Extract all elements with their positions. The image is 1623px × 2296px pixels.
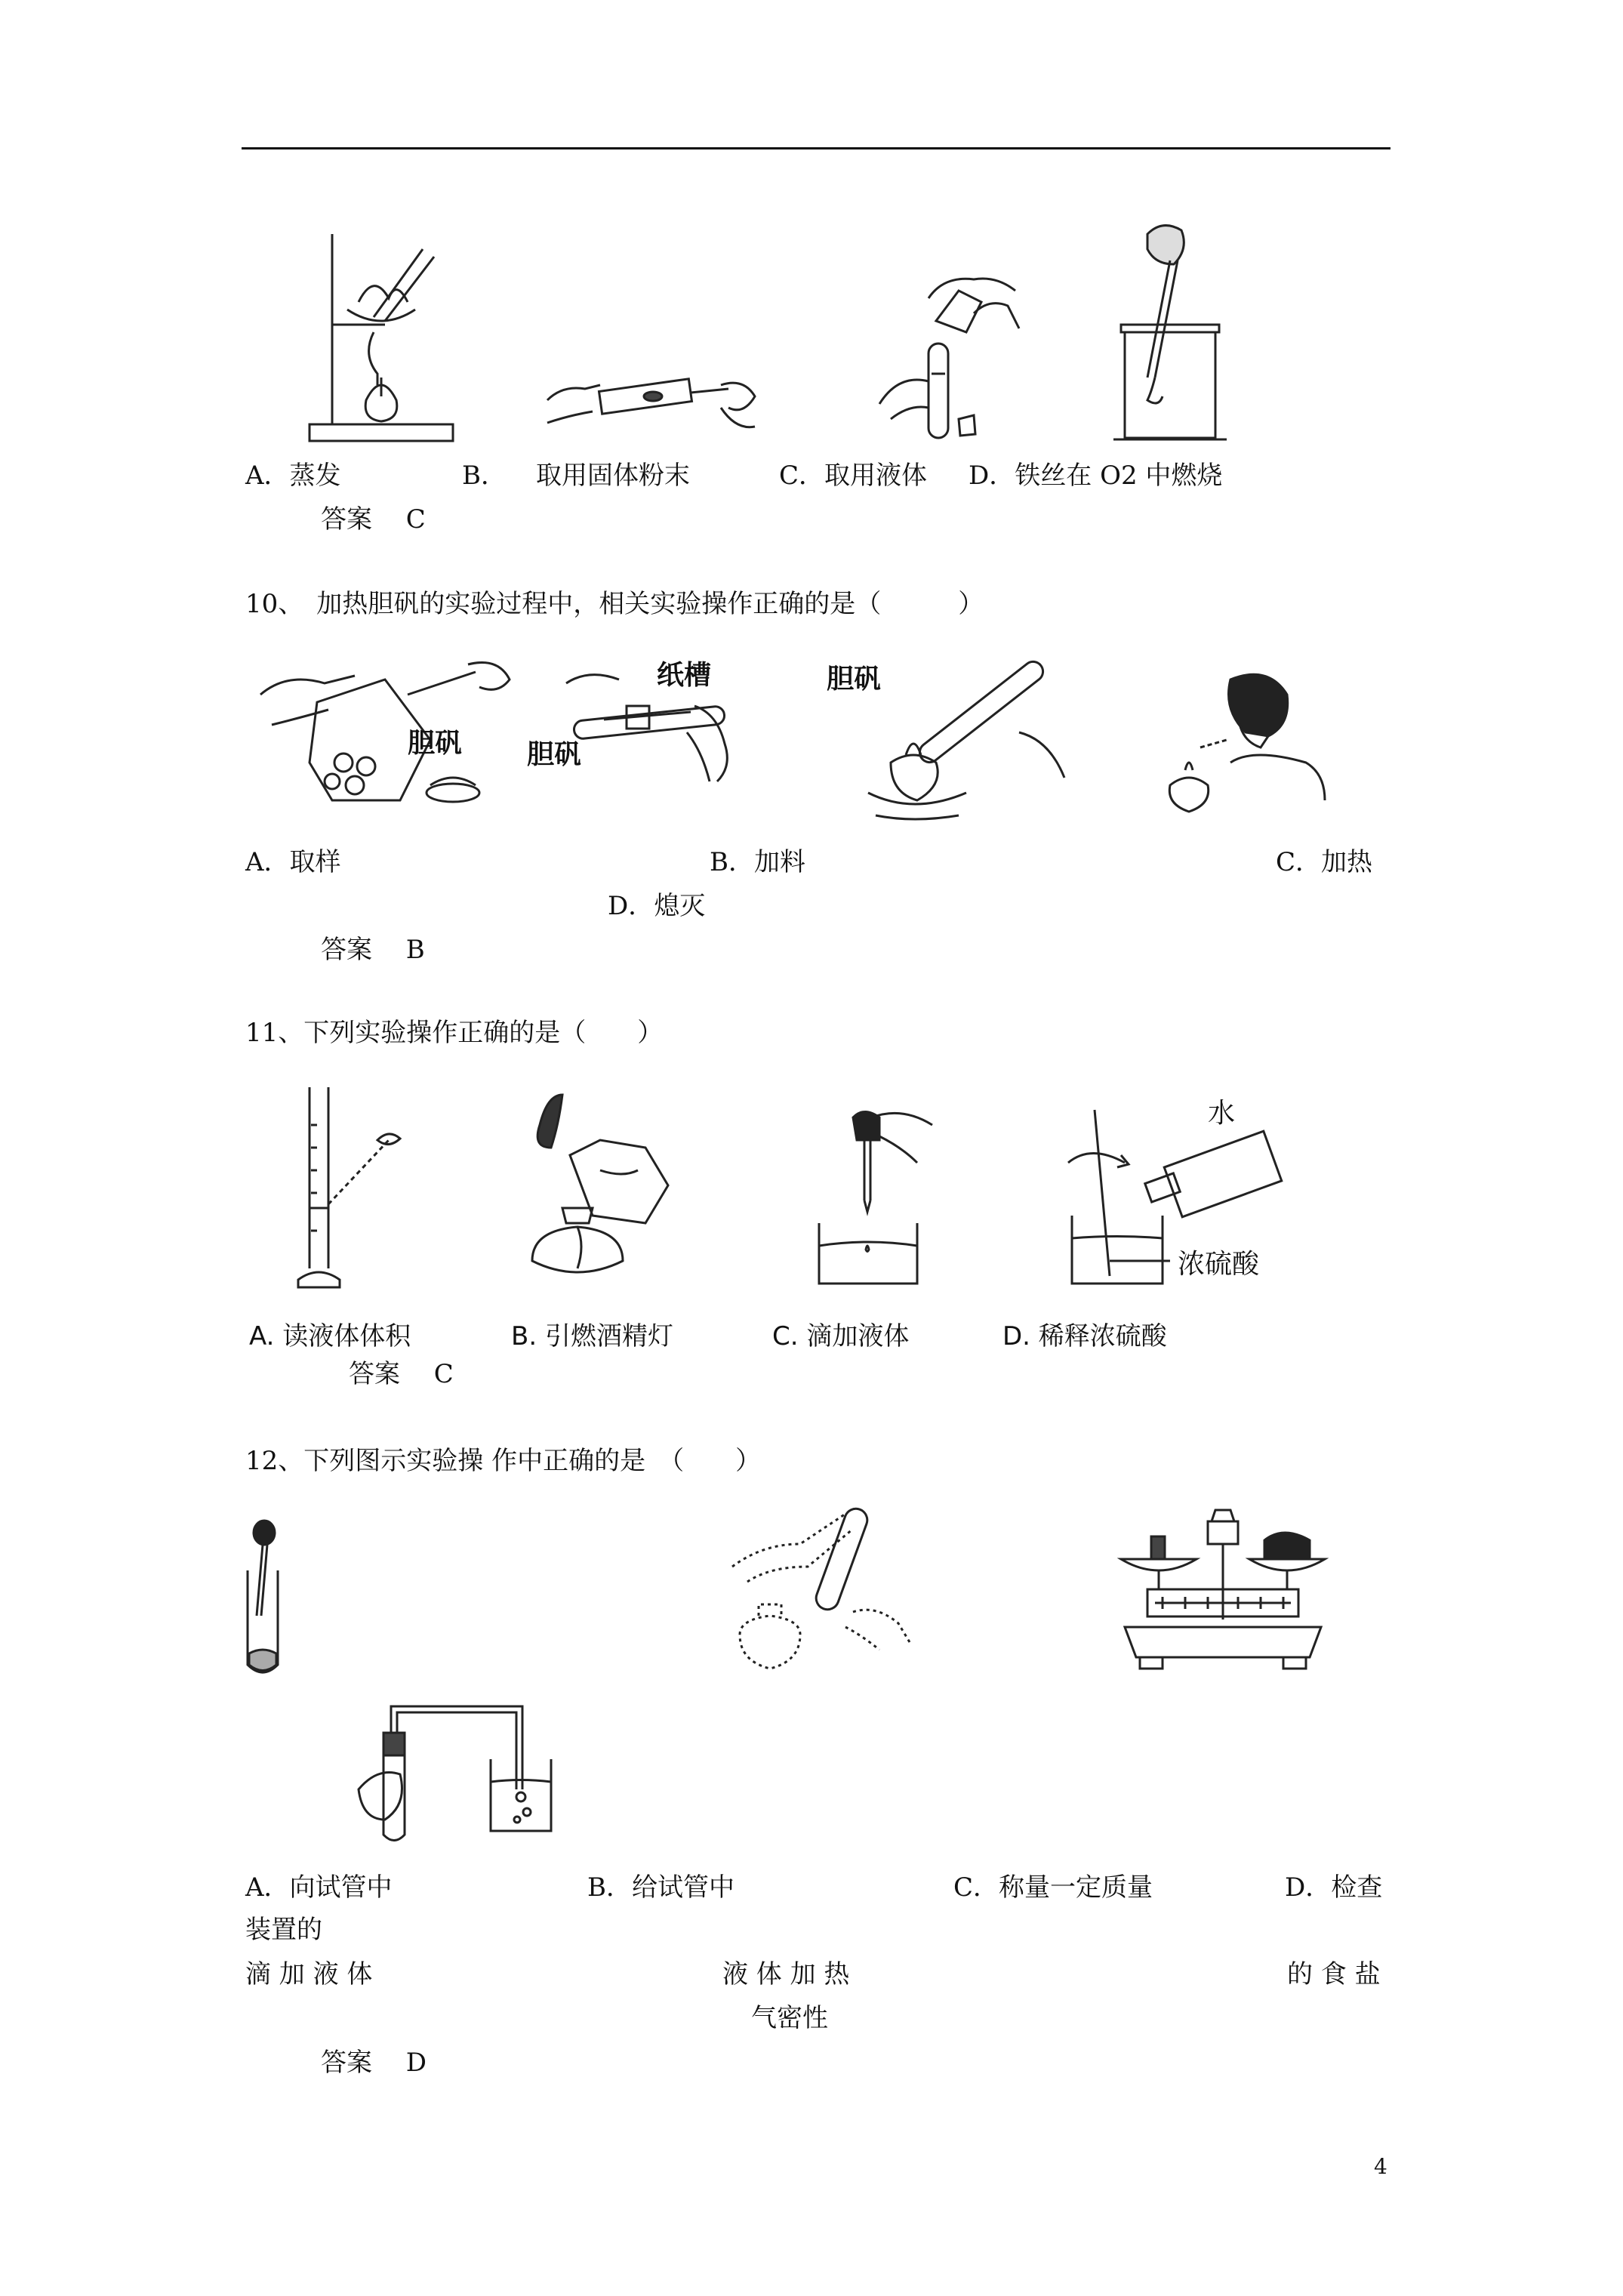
q10-question: 10、 加热胆矾的实验过程中，相关实验操作正确的是（ ） <box>245 589 984 619</box>
figure-solid-powder <box>540 355 759 445</box>
q10-option-c: C．加热 <box>1276 847 1373 877</box>
q12-option-a-line2: 滴 加 液 体 <box>245 1959 373 1989</box>
q10-label-danfan-2: 胆矾 <box>527 739 582 770</box>
figure-drip-liquid <box>796 1102 940 1291</box>
header-rule <box>242 147 1390 149</box>
q10-label-danfan-3: 胆矾 <box>827 664 882 695</box>
q12-answer: 答案 D <box>321 2048 427 2078</box>
q11-option-a: A. 读液体体积 <box>249 1321 411 1351</box>
q9-option-a: A．蒸发 <box>245 461 341 491</box>
q12-option-c-line2: 的 食 盐 <box>1287 1959 1381 1989</box>
q11-option-b: B. 引燃酒精灯 <box>511 1321 673 1351</box>
figure-take-sample <box>257 649 513 808</box>
q11-label-acid: 浓硫酸 <box>1178 1249 1260 1280</box>
q12-option-b-line2: 液 体 加 热 <box>722 1959 850 1989</box>
q11-label-water: 水 <box>1208 1098 1236 1129</box>
q9-option-c: C．取用液体 <box>779 461 928 491</box>
q12-option-d-line3: 气密性 <box>751 2003 828 2033</box>
q12-option-d-line1: D．检查 <box>1285 1872 1383 1903</box>
q9-answer: 答案 C <box>321 504 426 535</box>
q11-option-d: D. 稀释浓硫酸 <box>1002 1321 1167 1351</box>
q9-option-d: D．铁丝在 O2 中燃烧 <box>969 461 1223 491</box>
figure-evaporation <box>302 227 460 445</box>
q10-label-zhicao: 纸槽 <box>657 660 712 691</box>
figure-add-material <box>559 661 740 789</box>
page-number: 4 <box>1374 2154 1387 2179</box>
figure-ignite-lamp <box>517 1087 676 1291</box>
q10-answer: 答案 B <box>321 935 425 965</box>
figure-read-volume <box>294 1080 408 1291</box>
figure-extinguish <box>1155 664 1329 815</box>
q12-option-d-line2: 装置的 <box>245 1915 322 1945</box>
q11-option-c: C. 滴加液体 <box>772 1321 910 1351</box>
q12-option-a-line1: A．向试管中 <box>245 1872 393 1903</box>
figure-dropper-tube <box>242 1518 287 1676</box>
q10-option-b: B．加料 <box>710 847 805 877</box>
q11-answer: 答案 C <box>349 1359 454 1389</box>
figure-iron-wire-burning <box>1110 219 1230 445</box>
q12-option-b-line1: B．给试管中 <box>587 1872 735 1903</box>
q10-option-a: A．取样 <box>245 847 341 877</box>
figure-take-liquid <box>876 260 1027 445</box>
q12-option-c-line1: C．称量一定质量 <box>953 1872 1153 1903</box>
q10-label-danfan-1: 胆矾 <box>408 728 463 759</box>
q9-option-b-letter: B． <box>462 461 507 491</box>
figure-airtightness <box>355 1699 574 1842</box>
q11-question: 11、下列实验操作正确的是（ ） <box>245 1018 664 1048</box>
q9-option-b: 取用固体粉末 <box>536 461 690 491</box>
q10-option-d: D．熄灭 <box>608 891 706 921</box>
figure-balance <box>1117 1506 1329 1672</box>
figure-heat-liquid-tube <box>725 1499 913 1676</box>
q12-question: 12、下列图示实验操 作中正确的是 （ ） <box>245 1446 762 1476</box>
